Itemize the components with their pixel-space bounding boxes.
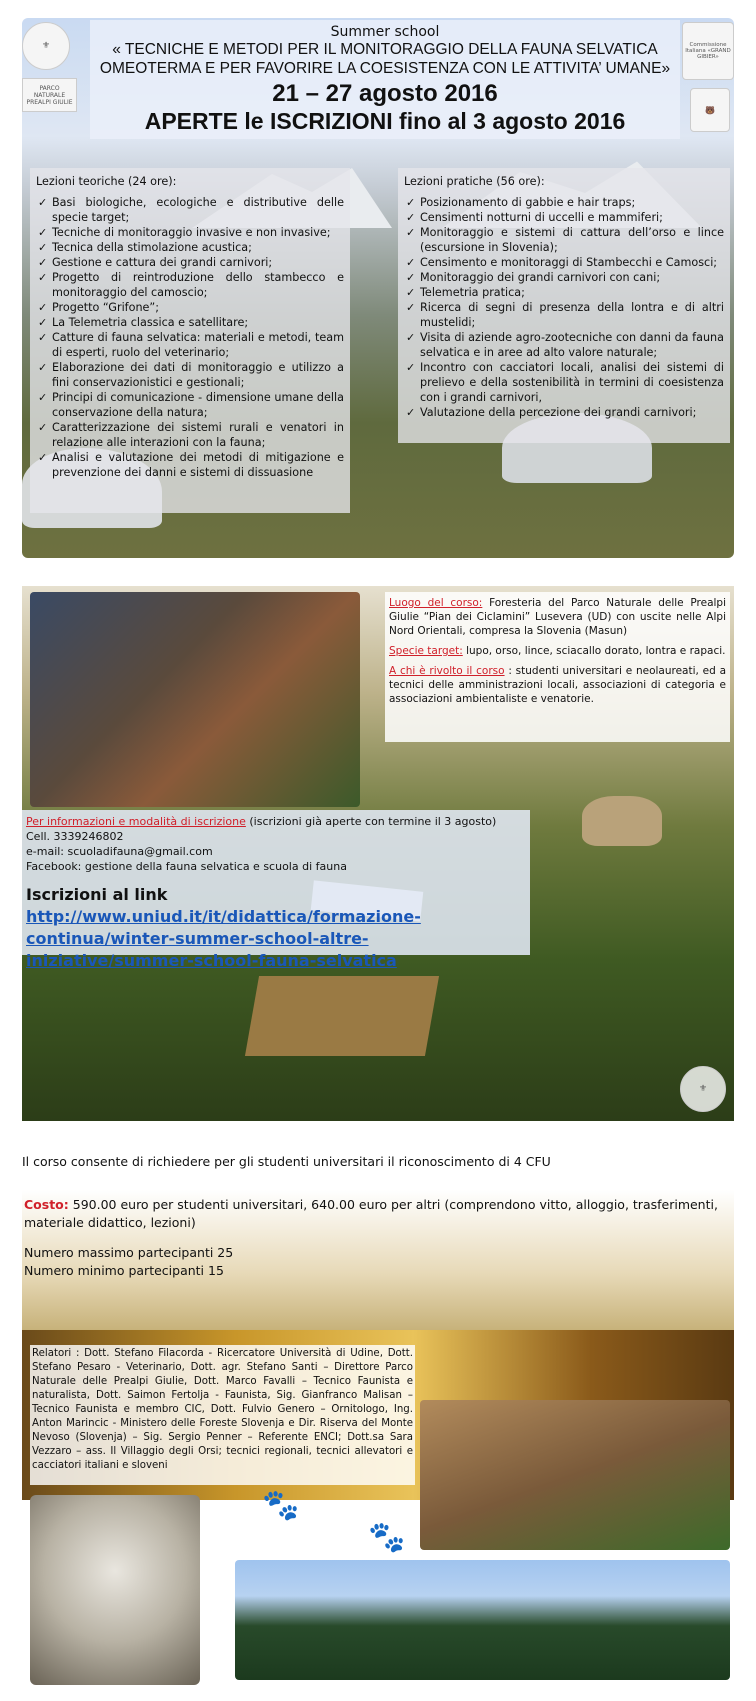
grand-gibier-logo: Commissione Italiana «GRAND GIBIER» [682,22,734,80]
course-info-box [385,592,730,742]
contact-box [22,810,530,970]
lynx-photo [420,1400,730,1550]
theory-list [36,195,344,480]
contact-facebook: Facebook: gestione della fauna selvatica e scuola di fauna [26,860,347,873]
list-item: ✓ Elaborazione dei dati di monitoraggio e utilizzo a fini conservazionistici e gestionali; [36,360,344,390]
practice-lessons-panel [398,168,730,443]
university-seal-logo-small: ⚜ [680,1066,726,1112]
owl-photo [30,1495,200,1685]
list-item: ✓ Progetto di reintroduzione dello stambecco e monitoraggio del camoscio; [36,270,344,300]
theory-lessons-panel [30,168,350,513]
list-item: ✓ Valutazione della percezione dei grandi carnivori; [404,405,724,420]
event-dates: 21 – 27 agosto 2016 [272,80,498,107]
theory-heading: Lezioni teoriche (24 ore): [36,175,177,188]
enrollment-deadline: APERTE le ISCRIZIONI fino al 3 agosto 2016 [144,108,626,134]
list-item: ✓ Basi biologiche, ecologiche e distributive delle specie target; [36,195,344,225]
list-item: ✓ Incontro con cacciatori locali, analisi dei sistemi di prelievo e della sostenibilità in termini di coesistenza con i grandi carnivori, [404,360,724,405]
bear-paw-print-icon: 🐾 [262,1488,300,1523]
list-item: ✓ Censimenti notturni di uccelli e mammiferi; [404,210,724,225]
cost-line: Costo: 590.00 euro per studenti universitari, 640.00 euro per altri (comprendono vitto, alloggio, trasferimenti, materiale didattico, lezioni) [24,1197,718,1230]
list-item: ✓ Telemetria pratica; [404,285,724,300]
audience-info: A chi è rivolto il corso : studenti universitari e neolaureati, ed a tecnici delle amministrazioni locali, associazioni di categoria e associazioni ambientaliste e venatorie. [389,665,727,705]
enrollment-link[interactable]: http://www.uniud.it/it/didattica/formazione-continua/winter-summer-school-altre-iniziative/summer-school-fauna-selvatica [26,907,421,970]
conifer-forest-photo [235,1560,730,1680]
list-item: ✓ Monitoraggio e sistemi di cattura dell’orso e lince (escursione in Slovenia); [404,225,724,255]
min-participants: Numero minimo partecipanti 15 [24,1263,224,1278]
trap-box [245,976,439,1056]
cfu-note: Il corso consente di richiedere per gli studenti universitari il riconoscimento di 4 CFU [22,1154,551,1169]
list-item: ✓ Ricerca di segni di presenza della lontra e di altri mustelidi; [404,300,724,330]
contact-email[interactable]: e-mail: scuoladifauna@gmail.com [26,845,213,858]
contact-heading: Per informazioni e modalità di iscrizione (iscrizioni già aperte con termine il 3 agosto) [26,815,497,828]
list-item: ✓ Gestione e cattura dei grandi carnivori; [36,255,344,270]
practice-heading: Lezioni pratiche (56 ore): [404,175,545,188]
list-item: ✓ Tecnica della stimolazione acustica; [36,240,344,255]
list-item: ✓ Principi di comunicazione - dimensione umane della conservazione della natura; [36,390,344,420]
practice-list [404,195,724,420]
bear-figure [582,796,662,846]
title-line-2: OMEOTERMA E PER FAVORIRE LA COESISTENZA CON LE ATTIVITA’ UMANE» [99,60,671,77]
list-item: ✓ Posizionamento di gabbie e hair traps; [404,195,724,210]
villaggio-orsi-logo: 🐻 [690,88,730,132]
list-item: ✓ Caratterizzazione dei sistemi rurali e venatori in relazione alle interazioni con la fauna; [36,420,344,450]
lynx-paw-print-icon: 🐾 [368,1520,406,1555]
cost-box [22,1190,734,1330]
event-header [90,20,680,139]
list-item: ✓ Monitoraggio dei grandi carnivori con cani; [404,270,724,285]
list-item: ✓ Tecniche di monitoraggio invasive e non invasive; [36,225,344,240]
title-line-1: « TECNICHE E METODI PER IL MONITORAGGIO DELLA FAUNA SELVATICA [112,41,658,58]
list-item: ✓ La Telemetria classica e satellitare; [36,315,344,330]
speakers-box: Relatori : Dott. Stefano Filacorda - Ricercatore Università di Udine, Dott. Stefano Pesaro - Veterinario, Dott. agr. Stefano Santi – Direttore Parco Naturale delle Prealpi Giulie, Dott. Marco Favalli – Tecnico Faunista e naturalista, Dott. Saimon Fertolja - Faunista, Sig. Gianfranco Malisan – Tecnico Faunista e membro CIC, Dott. Fulvio Genero – Ornitologo, Ing. Anton Marincic - Ministero delle Foreste Slovenja e Dir. Riserva del Monte Nevoso (Slovenja) – Sig. Sergio Penner – Referente ENCI; Dott.sa Sara Vezzaro – ass. Il Villaggio degli Orsi; tecnici regionali, tecnici allevatori e cacciatori italiani e sloveni [30,1345,415,1485]
list-item: ✓ Catture di fauna selvatica: materiali e metodi, team di esperti, ruolo del veterinario; [36,330,344,360]
list-item: ✓ Visita di aziende agro-zootecniche con danni da fauna selvatica e in aree ad alto valore naturale; [404,330,724,360]
university-seal-logo: ⚜ [22,22,70,70]
list-item: ✓ Analisi e valutazione dei metodi di mitigazione e prevenzione dei danni e sistemi di dissuasione [36,450,344,480]
bear-capture-photo [30,592,360,807]
list-item: ✓ Censimento e monitoraggi di Stambecchi e Camosci; [404,255,724,270]
enrollment-link-line: Iscrizioni al link http://www.uniud.it/it/didattica/formazione-continua/winter-summer-school-altre-iniziative/summer-school-fauna-selvatica [26,885,421,970]
contact-cell: Cell. 3339246802 [26,830,124,843]
park-logo: PARCO NATURALE PREALPI GIULIE [22,78,77,112]
species-info: Specie target: lupo, orso, lince, sciacallo dorato, lontra e rapaci. [389,645,726,657]
list-item: ✓ Progetto “Grifone”; [36,300,344,315]
place-info: Luogo del corso: Foresteria del Parco Naturale delle Prealpi Giulie “Pian dei Ciclamini” Lusevera (UD) con uscite nelle Alpi Nord Orientali, compresa la Slovenia (Masun) [389,597,727,637]
max-participants: Numero massimo partecipanti 25 [24,1245,234,1260]
school-type: Summer school [330,24,440,40]
